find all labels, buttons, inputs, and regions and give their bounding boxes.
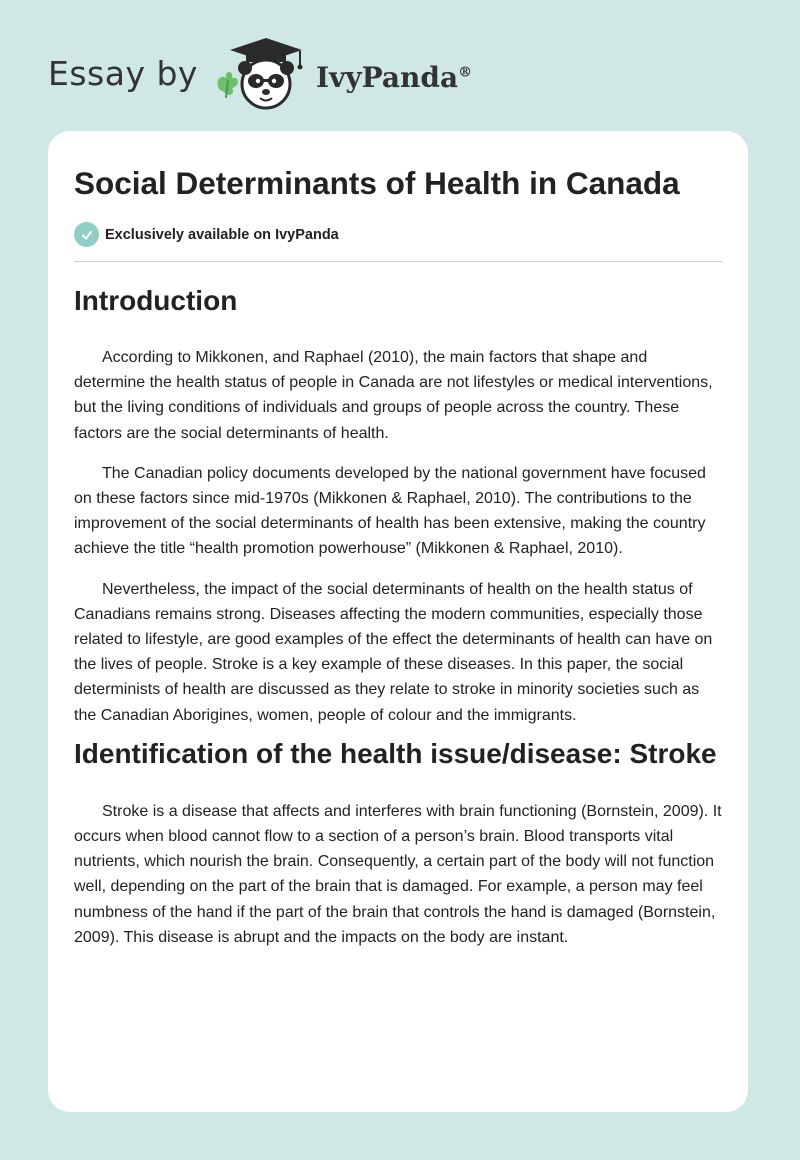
title-divider xyxy=(74,261,722,262)
paragraph: Nevertheless, the impact of the social determinants of health on the health status of Canadians remains strong. Diseases affecting the modern communities, especially those related to lifestyle, are good examples of the effect the determinants of health can have on the lives of people. Stroke is a key example of these diseases. In this paper, the social determinists of health are discussed as they relate to stroke in minority societies such as the Canadian Aborigines, women, people of colour and the immigrants. xyxy=(74,580,713,724)
section-heading-stroke: Identification of the health issue/disease: Stroke xyxy=(74,737,717,769)
panda-logo-icon xyxy=(212,34,312,112)
brand-trademark: ® xyxy=(458,64,473,81)
paragraph: The Canadian policy documents developed by the national government have focused on these factors since mid-1970s (Mikkonen & Raphael, 2010). The contributions to the improvement of the social determinants of health has been extensive, making the country achieve the title “health promotion powerhouse” (Mikkonen & Raphael, 2010). xyxy=(74,464,706,558)
checkmark-icon xyxy=(74,222,99,247)
section-heading-introduction: Introduction xyxy=(74,285,238,316)
brand-name-text: IvyPanda xyxy=(315,60,459,94)
paragraph: According to Mikkonen, and Raphael (2010), the main factors that shape and determine the health status of people in Canada are not lifestyles or medical interventions, but the living conditions of individuals and groups of people across the country. These factors are the social determinants of health. xyxy=(74,349,713,442)
article-title: Social Determinants of Health in Canada xyxy=(74,165,680,201)
article-card xyxy=(48,131,748,1112)
brand-prefix: Essay by xyxy=(48,53,198,93)
article-body xyxy=(74,281,722,950)
exclusive-badge xyxy=(74,222,339,247)
brand-header xyxy=(48,34,472,112)
brand-name xyxy=(316,61,472,94)
paragraph: Stroke is a disease that affects and interferes with brain functioning (Bornstein, 2009). It occurs when blood cannot flow to a section of a person’s brain. Blood transports vital nutrients, which nourish the brain. Consequently, a certain part of the body will not function well, depending on the part of the brain that is damaged. For example, a person may feel numbness of the hand if the part of the brain that controls the hand is damaged (Bornstein, 2009). This disease is abrupt and the impacts on the body are instant. xyxy=(74,802,722,946)
exclusive-badge-label: Exclusively available on IvyPanda xyxy=(105,226,339,243)
